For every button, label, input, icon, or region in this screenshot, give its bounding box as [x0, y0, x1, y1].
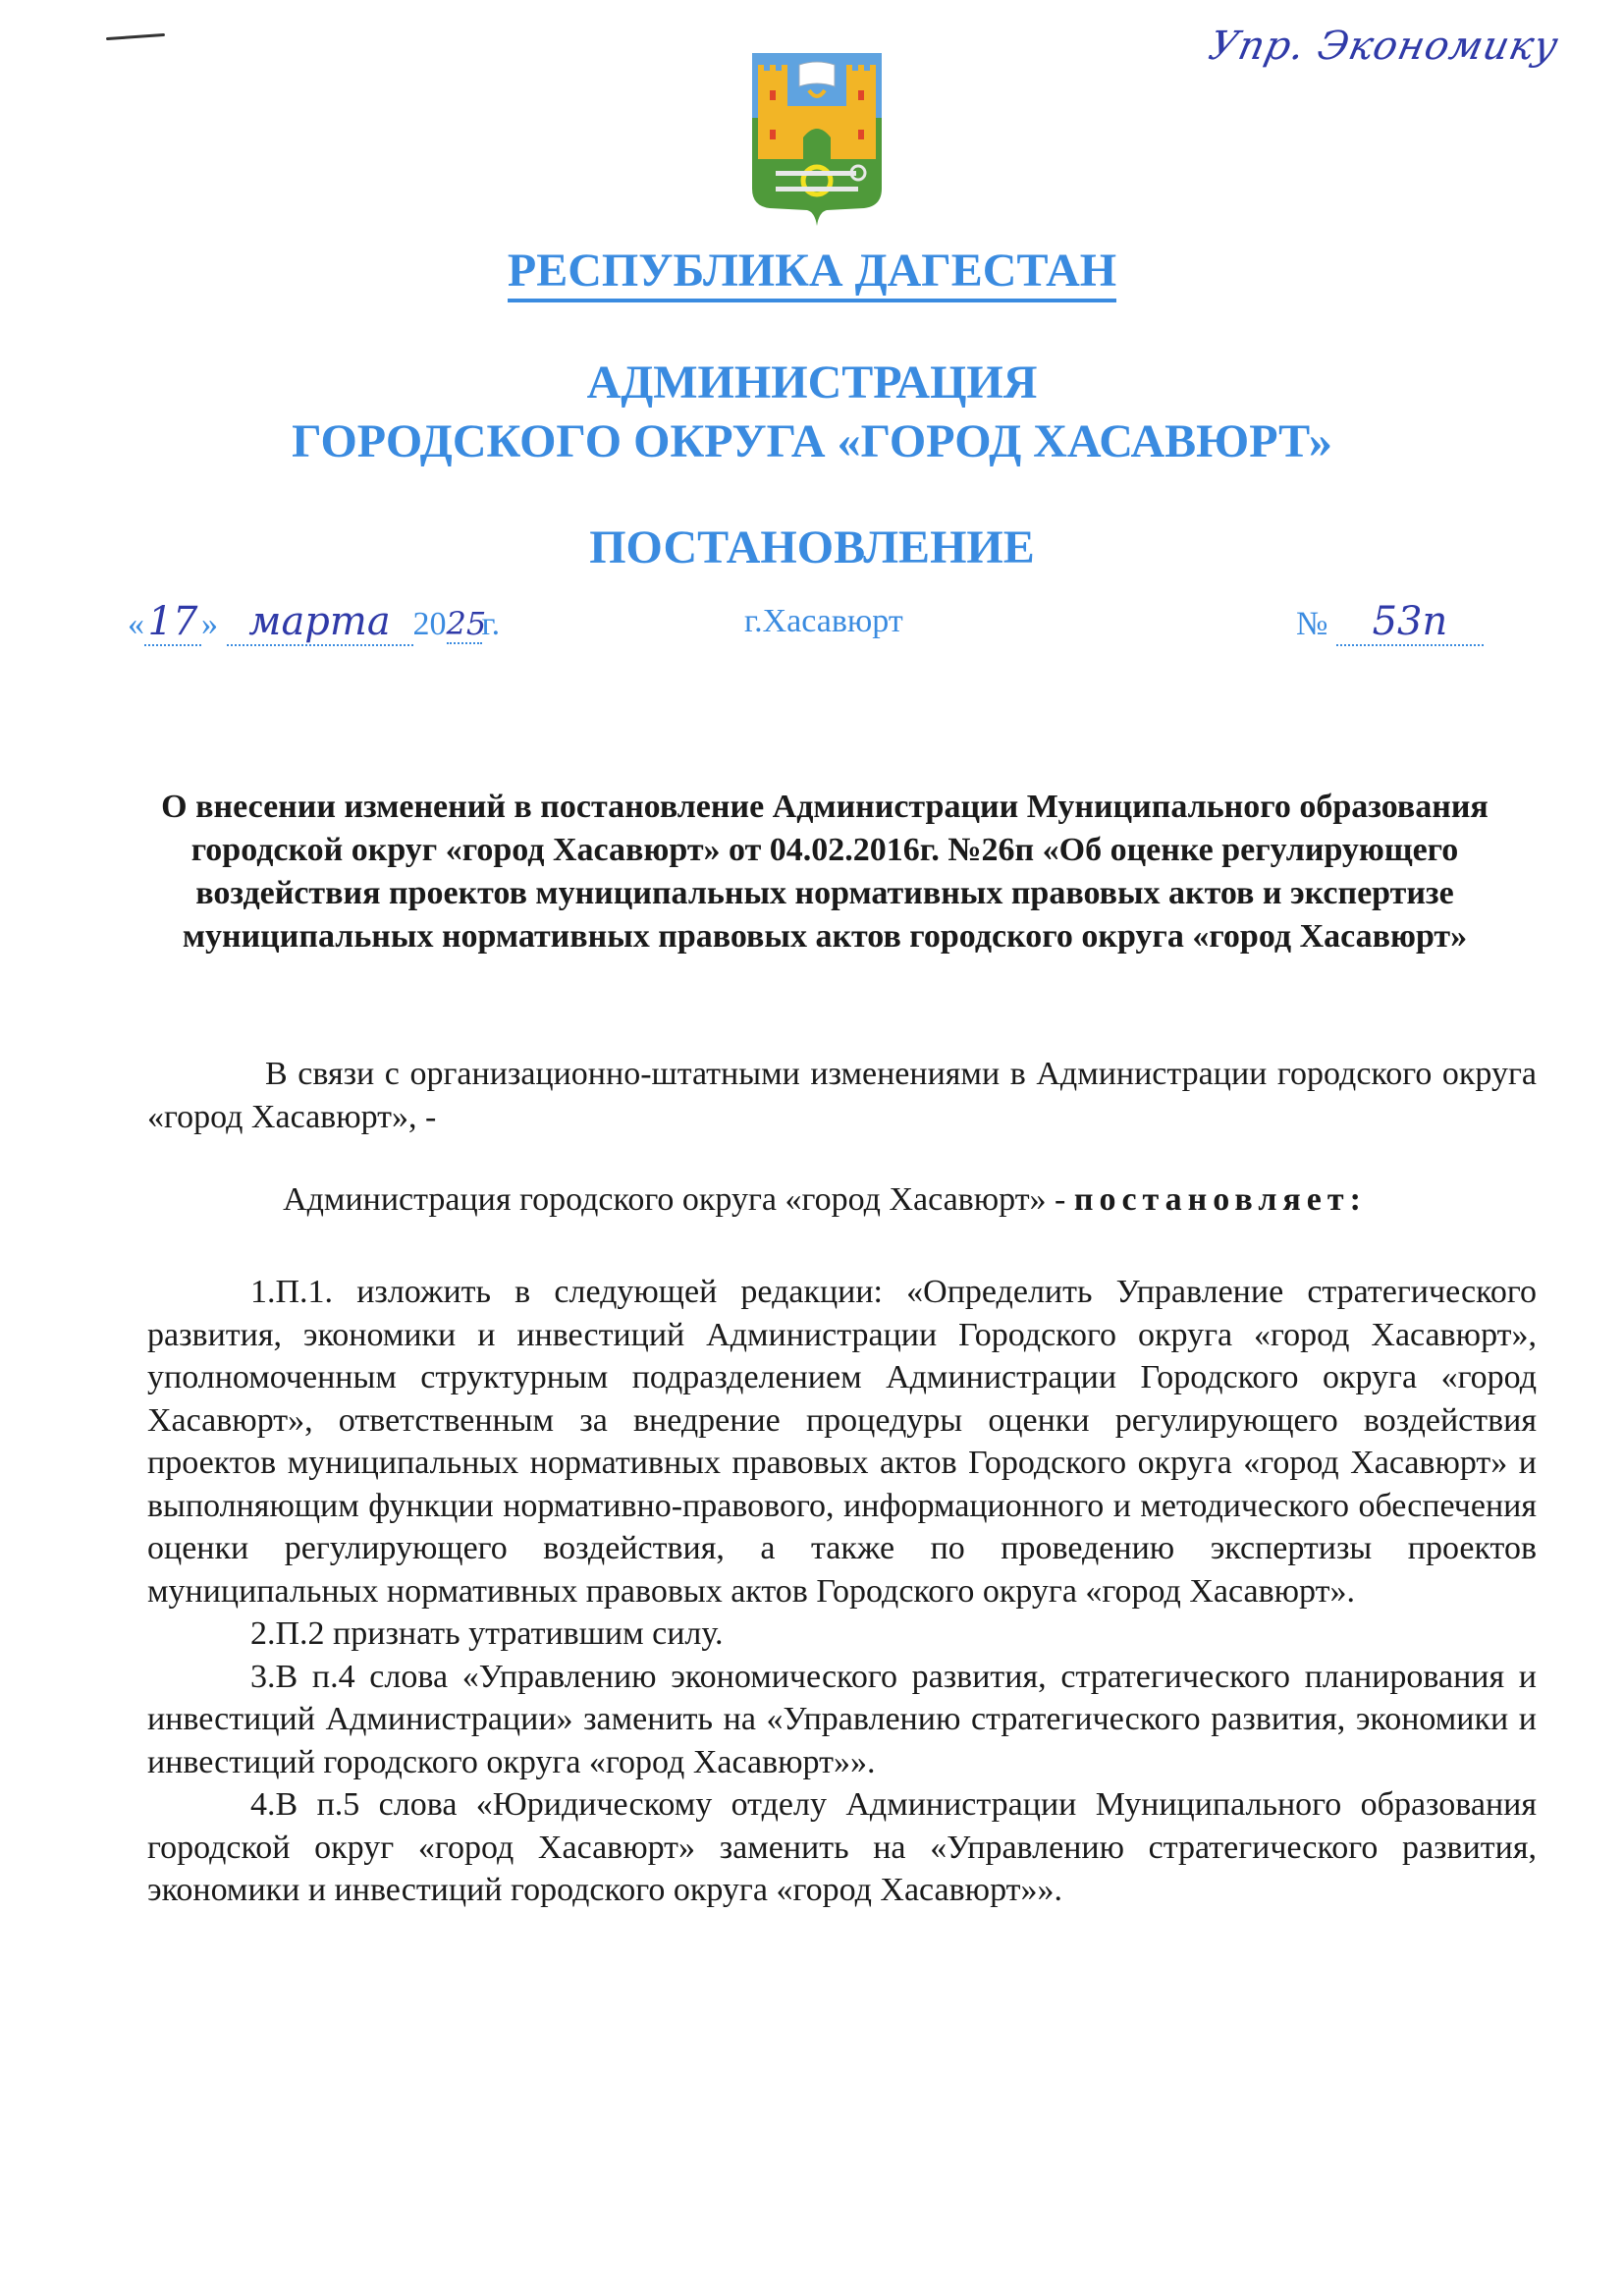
- key-icon: [776, 171, 856, 176]
- document-city: г.Хасавюрт: [744, 603, 903, 639]
- republic-heading: РЕСПУБЛИКА ДАГЕСТАН: [0, 244, 1624, 298]
- pen-mark: [106, 33, 165, 40]
- document-date: «17 » марта 2025г.: [128, 599, 501, 644]
- castle-gate: [803, 129, 831, 159]
- document-type-heading: ПОСТАНОВЛЕНИЕ: [589, 521, 1035, 574]
- castle-window: [770, 130, 776, 139]
- document-number: № 53п: [1296, 599, 1484, 646]
- list-item: 4.В п.5 слова «Юридическому отделу Администрации Муниципального образования городской округ «город Хасавюрт» заменить на «Управлению стратегического развития, экономики и инвестиций городского округа «город Хасавюрт»».: [147, 1786, 1537, 1908]
- resolution-verb: постановляет:: [1073, 1181, 1367, 1218]
- dateline: [128, 599, 1522, 658]
- sword-icon: [776, 187, 858, 191]
- administration-heading: АДМИНИСТРАЦИЯ: [586, 356, 1038, 409]
- date-month: марта: [227, 599, 413, 646]
- number-value: 53п: [1336, 599, 1484, 646]
- resolution-items: [147, 1271, 1537, 1912]
- castle-window: [858, 90, 864, 100]
- list-item: 2.П.2 признать утратившим силу.: [250, 1615, 724, 1652]
- resolution-line: Администрация городского округа «город Хасавюрт» - постановляет:: [283, 1181, 1367, 1218]
- date-year: 25: [446, 605, 487, 642]
- date-day: 17: [144, 599, 201, 646]
- coat-of-arms-icon: [748, 51, 886, 228]
- castle-window: [858, 130, 864, 139]
- list-item: 3.В п.4 слова «Управлению экономического развития, стратегического планирования и инвестиций Администрации» заменить на «Управлению стратегического развития, экономики и инвестиций городского округа «город Хасавюрт»».: [147, 1658, 1537, 1780]
- castle-window: [770, 90, 776, 100]
- list-item: 1.П.1. изложить в следующей редакции: «Определить Управление стратегического развития, экономики и инвестиций Администрации Городского округа «город Хасавюрт», уполномоченным структурным подразделением Администрации Городского округа «город Хасавюрт», ответственным за внедрение процедуры оценки регулирующего воздействия проектов муниципальных нормативных правовых актов Городского округа «город Хасавюрт» и выполняющим функции нормативно-правового, информационного и методического обеспечения оценки регулирующего воздействия, а также по проведению экспертизы проектов муниципальных нормативных правовых актов Городского округа «город Хасавюрт».: [147, 1274, 1537, 1610]
- document-subject: О внесении изменений в постановление Администрации Муниципального образования городской округ «город Хасавюрт» от 04.02.2016г. №26п «Об оценке регулирующего воздействия проектов муниципальных нормативных правовых актов и экспертизе муниципальных нормативных правовых актов городского округа «город Хасавюрт»: [161, 789, 1489, 955]
- intro-paragraph: В связи с организационно-штатными изменениями в Администрации городского округа «город Хасавюрт», -: [147, 1056, 1537, 1135]
- handwritten-resolution: Упр. Экономику: [1205, 24, 1563, 69]
- book-icon: [799, 62, 835, 86]
- administration-subheading: ГОРОДСКОГО ОКРУГА «ГОРОД ХАСАВЮРТ»: [292, 415, 1332, 467]
